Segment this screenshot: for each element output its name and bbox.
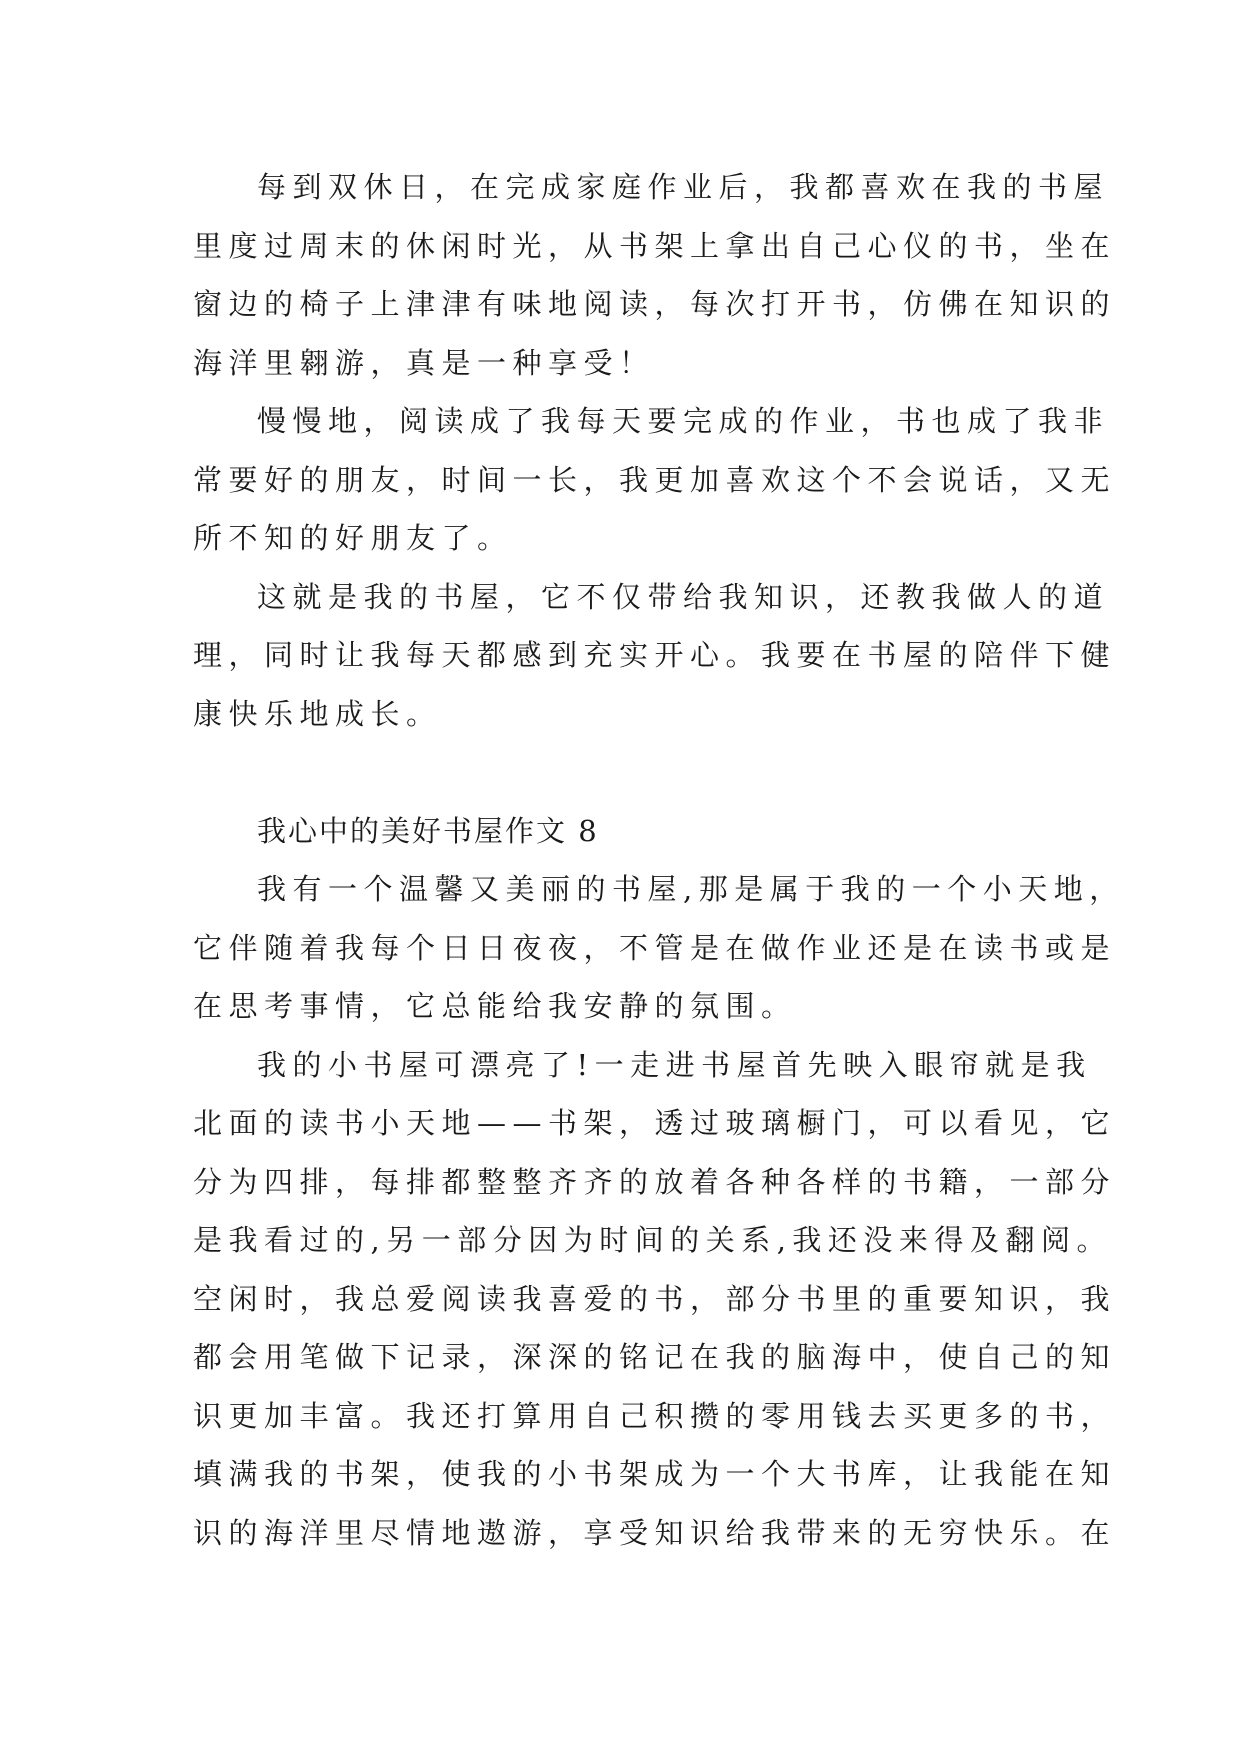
text-line: 常要好的朋友，时间一长，我更加喜欢这个不会说话，又无 bbox=[193, 462, 1117, 497]
text-line: 是我看过的,另一部分因为时间的关系,我还没来得及翻阅。 bbox=[193, 1223, 1112, 1257]
text-line: 识的海洋里尽情地遨游，享受知识给我带来的无穷快乐。在 bbox=[193, 1515, 1117, 1550]
blank-line bbox=[193, 743, 1049, 802]
paragraph-cozy-bookroom bbox=[193, 860, 1125, 1036]
text-line: 所不知的好朋友了。 bbox=[193, 521, 513, 555]
text-line: 都会用笔做下记录，深深的铭记在我的脑海中，使自己的知 bbox=[193, 1340, 1117, 1374]
text-line: 窗边的椅子上津津有味地阅读，每次打开书，仿佛在知识的 bbox=[193, 287, 1117, 321]
text-line: 填满我的书架，使我的小书架成为一个大书库，让我能在知 bbox=[193, 1457, 1117, 1491]
text-line: 识更加丰富。我还打算用自己积攒的零用钱去买更多的书， bbox=[193, 1398, 1117, 1433]
text-line: 每到双休日，在完成家庭作业后，我都喜欢在我的书屋 bbox=[257, 170, 1110, 204]
paragraph-conclusion bbox=[193, 568, 1117, 744]
text-line: 北面的读书小天地——书架，透过玻璃橱门，可以看见，它 bbox=[193, 1106, 1117, 1140]
paragraph-reading-habit bbox=[193, 392, 1117, 568]
text-line: 康快乐地成长。 bbox=[193, 696, 442, 731]
text-line: 理，同时让我每天都感到充实开心。我要在书屋的陪伴下健 bbox=[193, 638, 1117, 672]
paragraph-bookshelf bbox=[193, 1036, 1117, 1563]
text-line: 分为四排，每排都整整齐齐的放着各种各样的书籍，一部分 bbox=[193, 1164, 1117, 1199]
text-line: 我的小书屋可漂亮了!一走进书屋首先映入眼帘就是我 bbox=[257, 1047, 1092, 1082]
text-line: 慢慢地，阅读成了我每天要完成的作业，书也成了我非 bbox=[257, 404, 1110, 438]
text-line: 在思考事情，它总能给我安静的氛围。 bbox=[193, 989, 797, 1023]
text-line: 里度过周末的休闲时光，从书架上拿出自己心仪的书，坐在 bbox=[193, 228, 1117, 263]
paragraph-weekend-reading bbox=[193, 158, 1117, 392]
text-line: 它伴随着我每个日日夜夜，不管是在做作业还是在读书或是 bbox=[193, 930, 1117, 965]
document-body bbox=[193, 158, 1125, 1562]
text-line: 这就是我的书屋，它不仅带给我知识，还教我做人的道 bbox=[257, 579, 1110, 614]
text-line: 海洋里翱游，真是一种享受！ bbox=[193, 345, 655, 380]
essay-heading: 我心中的美好书屋作文 8 bbox=[257, 813, 599, 848]
text-line: 我有一个温馨又美丽的书屋,那是属于我的一个小天地， bbox=[257, 872, 1125, 906]
text-line: 空闲时，我总爱阅读我喜爱的书，部分书里的重要知识，我 bbox=[193, 1281, 1117, 1316]
